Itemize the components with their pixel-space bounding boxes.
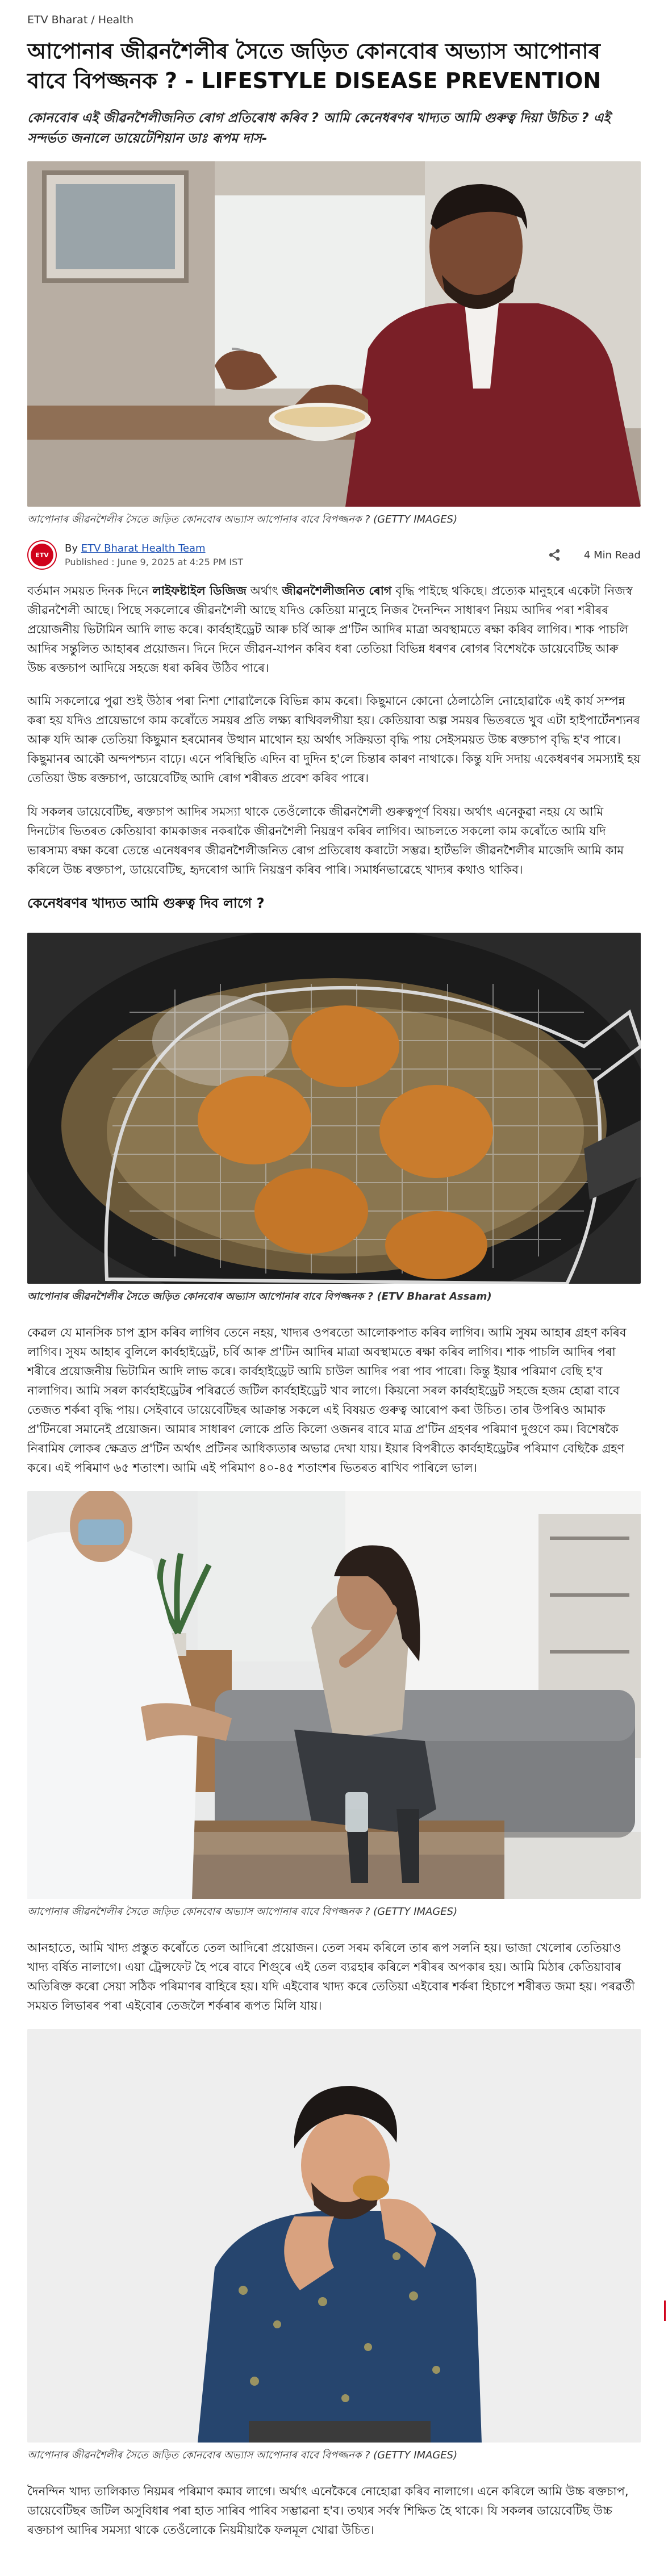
- snack-image: [27, 2029, 641, 2443]
- fryer-figure: [27, 933, 641, 1312]
- figure-caption: আপোনাৰ জীৱনশৈলীৰ সৈতে জড়িত কোনবোৰ অভ্যাস আপোনাৰ বাবে বিপজ্জনক ? (GETTY IMAGES): [27, 513, 458, 526]
- man-eating-illustration: [27, 161, 641, 507]
- paragraph-text: বৃদ্ধি পাইছে থকিছে। প্ৰত্যেক মানুহৰে একেটা নিজস্ব জীৱনশৈলী আছে। পিছে সকলোৰে জীৱনশৈলী আছে যদিও কেতিয়া মানুহে নিজৰ দৈনন্দিন সাধাৰণ নিয়ম আদিৰ পৰা শৰীৰৰ প্ৰয়োজনীয় ভিটামিন আদি লাভ কৰে। কাৰ্বহাইড্ৰেট আৰু চৰ্বি আৰু প্ৰ'টিন আদিৰ মাত্ৰা অবস্থামতে ৰক্ষা কৰিব লাগিব। শাক পাচলি আদিৰ সন্তুলিত আহাৰৰ প্ৰয়োজন। দিনে দিনে জীৱন-যাপন কৰিব ধৰা তেতিয়া বিভিন্ন ধৰণৰ ৰোগৰ বিশেষকৈ ডায়েবেটিছ আৰু উচ্চ ৰক্তচাপ আদিয়ে সহজে ধৰা কৰিব উঠিব পাৰে।: [27, 584, 633, 675]
- doctor-image: [27, 1491, 641, 1899]
- deep-fryer-illustration: [27, 933, 641, 1284]
- article-title: আপোনাৰ জীৱনশৈলীৰ সৈতে জড়িত কোনবোৰ অভ্যাস আপোনাৰ বাবে বিপজ্জনক ? - LIFESTYLE DISEASE PREVENTION: [27, 39, 602, 94]
- share-icon[interactable]: [548, 548, 561, 562]
- snack-figure: [27, 2029, 641, 2470]
- byline-author-block: [27, 540, 243, 570]
- article-paragraph: আমি সকলোৱে পুৱা শুই উঠাৰ পৰা নিশা শোৱালৈকে বিভিন্ন কাম কৰো। কিছুমানে কোনো ঠেলাঠেলি নোহোৱাকৈ এই কাৰ্য সম্পন্ন কৰা হয় যদিও প্ৰায়েভাগে কাম কৰোঁতে সময়ৰ প্ৰতি লক্ষ্য ৰাখিবলগীয়া হয়। কেতিয়াবা অল্প সময়ৰ ভিতৰতে খুব এটা হাইপাৰ্টেনশ্যনৰ আৰু যদি আৰু তেতিয়া কিছুমান হৰমোনৰ উত্থান মাথোন হয় অৰ্থাৎ সক্ৰিয়তা বৃদ্ধি পায় সেইসময়ত উচ্চ ৰক্তচাপ বৃদ্ধি হ'ব পাৰে। কিছুমানৰ আকৌ অন্দপশ্চ্যন বাঢ়ে। এনে পৰিস্থিতি এদিন বা দুদিন হ'লে চিন্তাৰ কাৰণ নাথাকে। কিন্তু যদি সদায় একেধৰণৰ সমস্যাই হয় তেতিয়া উচ্চ ৰক্তচাপ, ডায়েবেটিছ আদি ৰোগ শৰীৰত প্ৰবেশ কৰিব পাৰে।: [27, 694, 641, 786]
- published-date: Published : June 9, 2025 at 4:25 PM IST: [65, 557, 244, 568]
- byline-actions: [548, 548, 641, 562]
- hero-figure: [27, 161, 641, 535]
- publisher-logo-mark: ETV: [31, 544, 53, 566]
- breadcrumb-section-link[interactable]: Health: [98, 14, 134, 26]
- byline: [27, 540, 641, 570]
- breadcrumb: [27, 14, 641, 26]
- article-paragraph: আনহাতে, আমি খাদ্য প্ৰস্তুত কৰোঁতে তেল আদিৰো প্ৰয়োজন। তেল সৰম কৰিলে তাৰ ৰূপ সলনি হয়। ভাজা খেলোৰ তেতিয়াও খাদ্য বৰ্ষিত নালাগে। এয়া ট্ৰেন্সফেট হৈ পৰে বাবে শিগু্ৰে এই তেল ব্যৱহাৰ কৰিলে শৰীৰৰ অপকাৰ হয়। আমি মিঠাৰ কেতিয়াবাৰ অতিৰিক্ত কৰো সেয়া সঠিক পৰিমাণৰ বাহিৰে হয়। যদি এইবোৰ খাদ্য কৰে তেতিয়া এইবোৰ শৰ্কৰা হিচাপে শৰীৰত জমা হয়। পৰৱৰ্তী সময়ত লিভাৰৰ পৰা এইবোৰ তেজলৈ শৰ্কৰাৰ ৰূপত মিলি যায়।: [27, 1941, 635, 2013]
- author-info: [65, 542, 243, 567]
- man-eating-snack-illustration: [27, 2029, 641, 2443]
- author-line: [65, 542, 243, 554]
- breadcrumb-separator: /: [91, 14, 95, 26]
- article-subtitle: কোনবোৰ এই জীৱনশৈলীজনিত ৰোগ প্ৰতিৰোধ কৰিব ? আমি কেনেধৰণৰ খাদ্যত আমি গুৰুত্ব দিয়া উচিত ? এই সন্দৰ্ভত জনালে ডায়েটেশিয়ান ডাঃ ৰূপম দাস-: [27, 110, 611, 146]
- hero-image: [27, 161, 641, 507]
- doctor-figure: [27, 1491, 641, 1927]
- author-link[interactable]: ETV Bharat Health Team: [81, 542, 206, 555]
- section-heading: কেনেধৰণৰ খাদ্যত আমি গুৰুত্ব দিব লাগে ?: [27, 895, 265, 911]
- scroll-marker: [664, 2301, 666, 2321]
- article-paragraph: [27, 581, 641, 678]
- breadcrumb-home-link[interactable]: ETV Bharat: [27, 14, 88, 26]
- highlight-term: জীৱনশৈলীজনিত ৰোগ: [282, 584, 392, 598]
- figure-caption: আপোনাৰ জীৱনশৈলীৰ সৈতে জড়িত কোনবোৰ অভ্যাস আপোনাৰ বাবে বিপজ্জনক ? (GETTY IMAGES): [27, 1905, 458, 1918]
- doctor-consultation-illustration: [27, 1491, 641, 1899]
- figure-caption: আপোনাৰ জীৱনশৈলীৰ সৈতে জড়িত কোনবোৰ অভ্যাস আপোনাৰ বাবে বিপজ্জনক ? (GETTY IMAGES): [27, 2449, 458, 2462]
- article-paragraph: কেৱল যে মানসিক চাপ হ্ৰাস কৰিব লাগিব তেনে নহয়, খাদ্যৰ ওপৰতো আলোকপাত কৰিব লাগিব। আমি সুষম আহাৰ গ্ৰহণ কৰিব লাগিব। সুষম আহাৰ বুলিলে কাৰ্বহাইড্ৰেট, চৰ্বি আৰু প্ৰ'টিন আদিৰ মাত্ৰা অবস্থামতে ৰক্ষা কৰিব লাগিব। শাক পাচলি আদিৰ পৰা শৰীৰে প্ৰয়োজনীয় ভিটামিন আদি লাভ কৰে। কাৰ্বহাইড্ৰেট আমি চাউল আদিৰ পৰা পাব পাৰো। কিন্তু ইয়াৰ পৰিমাণ বেছি হ'ব নালাগিব। আমি সৰল কাৰ্বহাইড্ৰেটৰ পৰিৱৰ্তে জটিল কাৰ্বহাইড্ৰেট খাব লাগে। কিয়নো সৰল কাৰ্বহাইড্ৰেট সহজে হজম হোৱা বাবে তেজত শৰ্কৰা বৃদ্ধি পায়। সেইবাবে ডায়েবেটিছৰ আক্ৰান্ত সকলে এই বিষয়ত গুৰুত্ব আৰোপ কৰা উচিত। তাৰ উপৰিও আমাক প্ৰ'টিনৰো সমানেই প্ৰয়োজন। আমাৰ সাধাৰণ লোকে প্ৰতি কিলো ওজনৰ বাবে মাত্ৰ প্ৰ'টিন গ্ৰহণৰ পৰিমাণ দুগুণে কম। বিশেষকৈ নিৰামিষ লোকৰ ক্ষেত্ৰত প্ৰ'টিন অৰ্থাৎ প্ৰটিনৰ আধিক্যতাৰ অভাৱ দেখা যায়। ইয়াৰ বিপৰীতে কাৰ্বহাইড্ৰেটৰ পৰিমাণ বেছিকৈ গ্ৰহণ কৰে। এই পৰিমাণ ৬৫ শতাংশ। আমি এই পৰিমাণ ৪০-৪৫ শতাংশৰ ভিতৰত ৰাখিব পাৰিলে ভাল।: [27, 1325, 627, 1475]
- article-paragraph: দৈনন্দিন খাদ্য তালিকাত নিয়মৰ পৰিমাণ কমাব লাগে। অৰ্থাৎ এনেকৈৰে নোহোৱা কৰিব নালাগে। এনে কৰিলে আমি উচ্চ ৰক্তচাপ, ডায়েবেটিছৰ জটিল অসুবিধাৰ পৰা হাত সাৰিব পাৰিব সম্ভাৱনা হ'ব। তথ্যৰ সৰ্বস্ব শিক্ষিত হৈ থাকে। যি সকলৰ ডায়েবেটিছ উচ্চ ৰক্তচাপ আদিৰ সমস্যা থাকে তেওঁলোকে নিয়মীয়াকৈ ফলমূল খোৱা উচিত।: [27, 2485, 629, 2537]
- by-label: By: [65, 542, 78, 555]
- article-paragraph: যি সকলৰ ডায়েবেটিছ, ৰক্তচাপ আদিৰ সমস্যা থাকে তেওঁলোকে জীৱনশৈলী গুৰুত্বপূৰ্ণ বিষয়। অৰ্থাৎ এনেকুৱা নহয় যে আমি দিনটোৰ ভিতৰত কেতিয়াবা কামকাজৰ নকৰাকৈ জীৱনশৈলী নিয়ন্ত্ৰণ কৰিব লাগিব। আচলতে সকলো কাম কৰোঁতে আমি যদি ভাৰসাম্য ৰক্ষা কৰো তেন্তে এনেধৰণৰ জীৱনশৈলীজনিত ৰোগ প্ৰতিৰোধ কৰাটো সম্ভৱ। হাৰ্টভলি জীৱনশৈলীৰ মাজেদি আমি কাম কৰিলে উচ্চ ৰক্তচাপ, ডায়েবেটিছ, হৃদৰোগ আদি নিয়ন্ত্ৰণ কৰিব পাৰি। সমাৰ্ধনভাৱেহে খাদ্যৰ কথাও থাকিব।: [27, 804, 624, 876]
- paragraph-text: অৰ্থাৎ: [247, 584, 282, 598]
- highlight-term: লাইফষ্টাইল ডিজিজ: [152, 584, 247, 598]
- fryer-image: [27, 933, 641, 1284]
- paragraph-text: বৰ্তমান সময়ত দিনক দিনে: [27, 584, 153, 598]
- publisher-logo: [27, 540, 57, 570]
- figure-caption: আপোনাৰ জীৱনশৈলীৰ সৈতে জড়িত কোনবোৰ অভ্যাস আপোনাৰ বাবে বিপজ্জনক ? (ETV Bharat Assam): [27, 1290, 492, 1302]
- read-time: 4 Min Read: [583, 549, 641, 561]
